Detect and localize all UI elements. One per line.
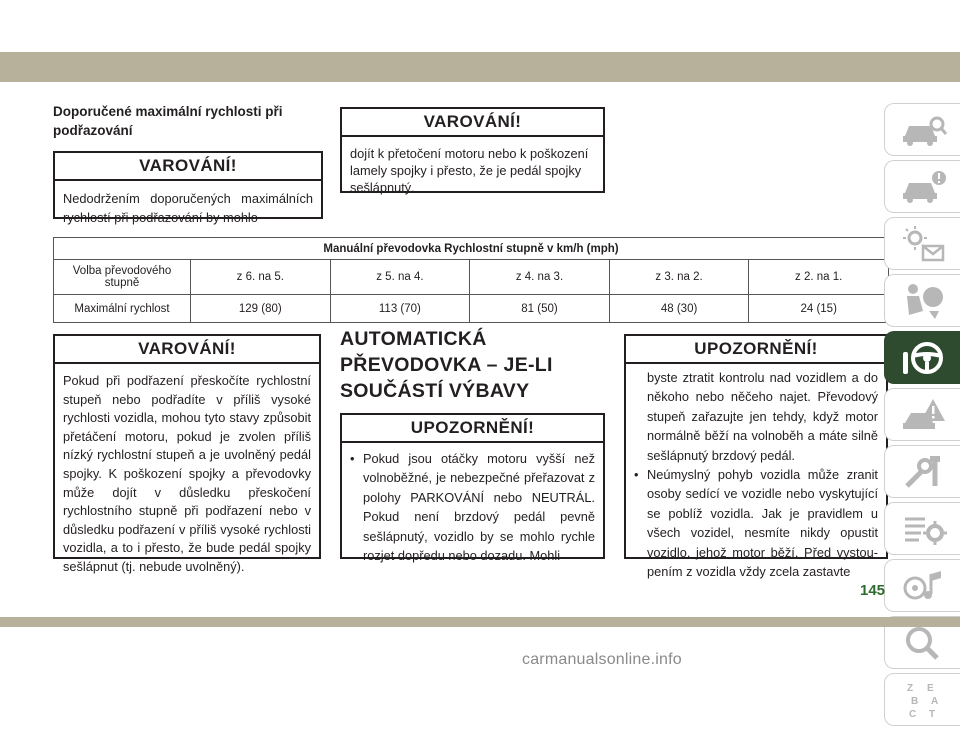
table-cell: 129 (80) <box>191 295 331 323</box>
tab-maintenance[interactable] <box>884 445 960 498</box>
tab-airbag[interactable] <box>884 274 960 327</box>
table-cell: z 2. na 1. <box>749 260 889 295</box>
tab-index[interactable] <box>884 673 960 726</box>
tab-car-warning[interactable] <box>884 160 960 213</box>
table-row <box>54 260 889 295</box>
page-number: 145 <box>860 582 886 599</box>
tab-multimedia[interactable] <box>884 559 960 612</box>
emergency-triangle-icon <box>899 395 947 435</box>
index-letter: E <box>926 682 934 694</box>
watermark: carmanualsonline.info <box>522 651 682 668</box>
tab-dashboard-lights[interactable] <box>884 217 960 270</box>
section-heading: Doporučené maximální rychlosti při podřazování <box>53 104 283 138</box>
table-title: Manuální převodovka Rychlostní stupně v km/h (mph) <box>54 238 889 260</box>
tools-icon <box>899 452 947 492</box>
bottom-band <box>0 617 960 627</box>
index-letter: Z <box>906 682 913 694</box>
caution-box-2 <box>624 334 888 580</box>
index-letter: A <box>930 695 938 707</box>
steering-wheel-icon <box>899 338 947 378</box>
caution-box-1 <box>340 413 605 564</box>
caution-title: UPOZORNĚNÍ! <box>626 336 886 364</box>
warning-text: Pokud při podřazení přeskočíte rychlostní stupeň nebo podřadíte v příliš vysoké rychlosti vozidla, mohou tyto stavy způsobit přetáčení motoru, pokud je zvolen příliš nízký rychlostní stupeň a je uvolněný pedál spojky. K poškození spojky a převodovky může dojít v důsledku přeskočení rychlostního stupně při podřazení nebo v důsledku podřazení v příliš vysoké rychlosti vozidla, a to i přesto, že bude pedál spojky sešlápnut (tj. nebude uvolněný). <box>63 373 311 574</box>
top-band <box>0 52 960 82</box>
table-cell: z 4. na 3. <box>470 260 610 295</box>
car-search-icon <box>899 110 947 150</box>
car-warning-icon <box>899 167 947 207</box>
table-cell: z 5. na 4. <box>330 260 470 295</box>
table-cell: Maximální rychlost <box>54 295 191 323</box>
table-row <box>54 295 889 323</box>
tab-emergency[interactable] <box>884 388 960 441</box>
index-letters-icon <box>899 680 947 720</box>
warning-title: VAROVÁNÍ! <box>55 336 319 364</box>
caution-bullet: • Pokud jsou otáčky motoru vyšší než volnoběžné, je nebezpečné přeřazovat z polohy PARKOVÁNÍ nebo NEUTRÁL. Pokud není brzdový pedál pevně sešlápnutý, vozidlo by se mohlo rychle rozjet dopředu nebo dozadu. Mohli <box>350 449 595 565</box>
table-cell: z 6. na 5. <box>191 260 331 295</box>
tab-steering[interactable] <box>884 331 960 384</box>
table-cell: Volba převodového stupně <box>54 260 191 295</box>
table-cell: 81 (50) <box>470 295 610 323</box>
main-heading: AUTOMATICKÁ PŘEVODOVKA – JE-LI SOUČÁSTÍ VÝBAVY <box>340 328 553 402</box>
airbag-icon <box>899 281 947 321</box>
table-cell: 113 (70) <box>330 295 470 323</box>
tab-car-search[interactable] <box>884 103 960 156</box>
table-cell: z 3. na 2. <box>609 260 749 295</box>
warning-text: Nedodržením doporučených maximálních rychlostí při podřazování by mohlo <box>63 191 313 226</box>
search-icon <box>899 623 947 663</box>
dashboard-light-icon <box>899 224 947 264</box>
index-letter: T <box>928 708 935 720</box>
caution-text: byste ztratit kontrolu nad vozidlem a do někoho nebo něčeho najet. Převodový stupeň zařazujte jen tehdy, když motor normálně běží na volnoběh a máte silně sešlápnutý brzdový pedál. <box>647 370 878 463</box>
multimedia-icon <box>899 566 947 606</box>
warning-title: VAROVÁNÍ! <box>342 109 603 137</box>
specs-gear-icon <box>899 509 947 549</box>
index-letter: B <box>910 695 918 707</box>
caution-bullet: • Neúmyslný pohyb vozidla může zranit osoby sedící ve vozidle nebo vyskytující se poblíž vozidla. Jak je pravidlem u všech vozidel, nesmíte nikdy opustit vozidlo, jehož motor běží. Před vystoupením z vozidla vždy zcela zastavte <box>634 465 878 581</box>
gear-speed-table <box>53 237 889 323</box>
warning-text: dojít k přetočení motoru nebo k poškození lamely spojky i přesto, že je pedál spojky sešlápnutý. <box>350 146 589 195</box>
section-tabs <box>884 103 960 730</box>
tab-specifications[interactable] <box>884 502 960 555</box>
warning-box-2 <box>53 334 321 574</box>
index-letter: C <box>908 708 916 720</box>
warning-box-1-continued <box>340 107 605 193</box>
table-cell: 24 (15) <box>749 295 889 323</box>
warning-box-1 <box>53 151 323 226</box>
table-cell: 48 (30) <box>609 295 749 323</box>
warning-title: VAROVÁNÍ! <box>55 153 321 181</box>
caution-title: UPOZORNĚNÍ! <box>342 415 603 443</box>
